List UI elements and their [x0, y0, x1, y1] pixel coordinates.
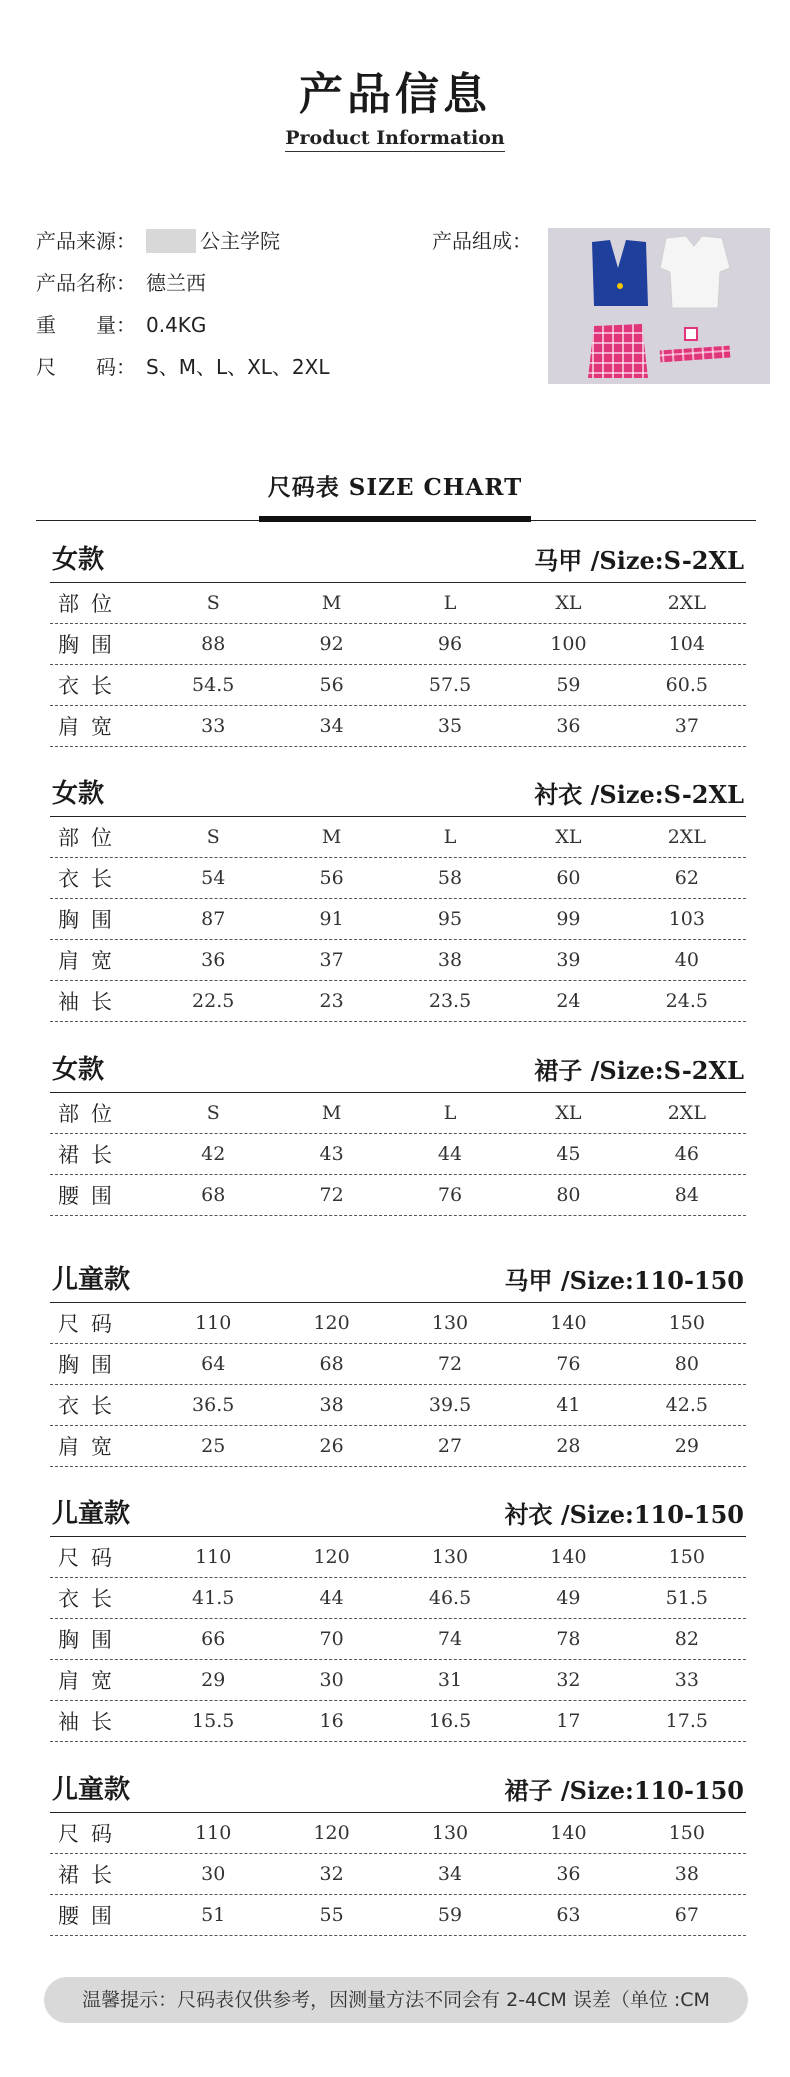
table-cell: 33 — [201, 715, 226, 737]
row-label: 尺码 — [58, 1312, 124, 1336]
section-header — [50, 1048, 746, 1093]
info-weight-label: 重 量： — [36, 313, 136, 337]
table-cell: 88 — [201, 633, 226, 655]
table-cell: 95 — [437, 908, 463, 930]
table-cell: 38 — [319, 1394, 344, 1416]
section-garment-size: 衬衣 /Size:110-150 — [504, 1500, 744, 1529]
section-garment-size: 裙子 /Size:110-150 — [504, 1776, 744, 1805]
table-row — [50, 817, 746, 858]
table-row — [50, 624, 746, 665]
table-cell: 34 — [319, 715, 344, 737]
section-garment-size: 马甲 /Size:S-2XL — [534, 546, 744, 575]
table-cell: 110 — [195, 1546, 232, 1568]
row-label: 胸围 — [58, 1353, 124, 1377]
table-cell: 51 — [201, 1904, 226, 1926]
table-cell: 130 — [431, 1546, 469, 1568]
table-cell: 17.5 — [665, 1710, 708, 1732]
table-cell: 38 — [674, 1863, 699, 1885]
size-section — [50, 538, 746, 747]
table-cell: 54.5 — [192, 674, 235, 696]
table-cell: S — [206, 1102, 220, 1124]
table-row — [50, 1619, 746, 1660]
table-row — [50, 583, 746, 624]
section-garment-size: 衬衣 /Size:S-2XL — [534, 780, 744, 809]
table-cell: 150 — [668, 1822, 705, 1844]
info-name-label: 产品名称： — [36, 271, 136, 295]
table-cell: 44 — [319, 1587, 344, 1609]
table-cell: 72 — [319, 1184, 344, 1206]
table-cell: 68 — [319, 1353, 344, 1375]
table-cell: 36 — [201, 949, 226, 971]
table-cell: 28 — [556, 1435, 581, 1457]
table-cell: 37 — [674, 715, 699, 737]
info-size-row — [36, 352, 330, 394]
info-source-row — [36, 226, 330, 268]
table-cell: XL — [555, 1102, 582, 1124]
table-cell: 22.5 — [192, 990, 235, 1012]
section-header — [50, 1768, 746, 1813]
table-cell: 34 — [437, 1863, 463, 1885]
row-label: 肩宽 — [58, 1435, 124, 1459]
table-cell: 44 — [437, 1143, 463, 1165]
info-size-value: S、M、L、XL、2XL — [146, 355, 330, 379]
table-row — [50, 1854, 746, 1895]
row-label: 部位 — [58, 826, 124, 850]
row-label: 袖长 — [58, 1710, 124, 1734]
row-label: 衣长 — [58, 867, 124, 891]
table-cell: 32 — [319, 1863, 344, 1885]
table-cell: 72 — [437, 1353, 463, 1375]
table-cell: 29 — [674, 1435, 699, 1457]
section-garment-size: 裙子 /Size:S-2XL — [534, 1056, 744, 1085]
info-size-label: 尺 码： — [36, 355, 136, 379]
table-cell: 140 — [550, 1822, 587, 1844]
section-garment-size: 马甲 /Size:110-150 — [504, 1266, 744, 1295]
table-cell: 68 — [201, 1184, 226, 1206]
table-cell: 120 — [313, 1822, 350, 1844]
product-info-list — [36, 226, 330, 394]
table-cell: 87 — [201, 908, 226, 930]
section-header — [50, 538, 746, 583]
table-cell: 78 — [556, 1628, 581, 1650]
size-section — [50, 1258, 746, 1467]
product-illustration — [548, 228, 770, 384]
table-cell: 91 — [319, 908, 344, 930]
table-cell: 25 — [201, 1435, 226, 1457]
table-cell: 31 — [437, 1669, 463, 1691]
table-cell: 74 — [437, 1628, 463, 1650]
row-label: 裙长 — [58, 1143, 124, 1167]
table-cell: 92 — [319, 633, 344, 655]
table-row — [50, 981, 746, 1022]
table-cell: 35 — [437, 715, 463, 737]
table-cell: 36 — [556, 1863, 581, 1885]
info-source-value: 公主学院 — [200, 229, 280, 253]
page-subtitle-text: Product Information — [285, 127, 504, 152]
table-cell: 36.5 — [192, 1394, 235, 1416]
table-row — [50, 1303, 746, 1344]
table-cell: 39.5 — [428, 1394, 472, 1416]
table-cell: 96 — [437, 633, 463, 655]
table-cell: 41 — [556, 1394, 581, 1416]
table-cell: 33 — [674, 1669, 699, 1691]
table-cell: 42 — [201, 1143, 226, 1165]
table-cell: 23.5 — [428, 990, 472, 1012]
table-row — [50, 706, 746, 747]
table-cell: L — [443, 1102, 457, 1124]
table-cell: 60.5 — [665, 674, 708, 696]
info-source-label: 产品来源： — [36, 229, 136, 253]
table-cell: 43 — [319, 1143, 344, 1165]
badge-shape — [685, 328, 697, 340]
size-chart-rule-bar — [259, 516, 531, 522]
composition-label: 产品组成： — [432, 229, 532, 253]
table-cell: 58 — [437, 867, 463, 889]
table-cell: 59 — [556, 674, 581, 696]
measurement-tip: 温馨提示：尺码表仅供参考，因测量方法不同会有 2-4CM 误差（单位 :CM — [44, 1977, 748, 2023]
table-cell: 64 — [201, 1353, 226, 1375]
table-cell: 99 — [556, 908, 581, 930]
table-cell: 30 — [319, 1669, 344, 1691]
size-section — [50, 1768, 746, 1936]
table-cell: 2XL — [667, 1102, 706, 1124]
table-cell: 59 — [437, 1904, 463, 1926]
table-row — [50, 858, 746, 899]
table-cell: 54 — [201, 867, 226, 889]
page-title: 产品信息 — [299, 69, 491, 120]
row-label: 腰围 — [58, 1184, 124, 1208]
section-category: 女款 — [52, 779, 105, 809]
table-cell: 30 — [201, 1863, 226, 1885]
row-label: 尺码 — [58, 1546, 124, 1570]
table-row — [50, 899, 746, 940]
table-cell: 40 — [674, 949, 699, 971]
table-cell: 130 — [431, 1822, 469, 1844]
table-cell: 29 — [201, 1669, 226, 1691]
table-cell: 24 — [556, 990, 581, 1012]
table-cell: 84 — [674, 1184, 699, 1206]
table-cell: 56 — [319, 867, 344, 889]
table-row — [50, 1385, 746, 1426]
size-chart-title: 尺码表 SIZE CHART — [267, 474, 523, 501]
table-cell: 15.5 — [192, 1710, 235, 1732]
row-label: 衣长 — [58, 1587, 124, 1611]
row-label: 腰围 — [58, 1904, 124, 1928]
table-cell: XL — [555, 592, 582, 614]
row-label: 肩宽 — [58, 715, 124, 739]
section-header — [50, 1258, 746, 1303]
table-row — [50, 1426, 746, 1467]
table-row — [50, 1344, 746, 1385]
table-cell: 100 — [550, 633, 587, 655]
table-cell: 56 — [319, 674, 344, 696]
table-cell: 80 — [674, 1353, 699, 1375]
table-cell: 70 — [319, 1628, 344, 1650]
table-cell: 57.5 — [428, 674, 472, 696]
blurred-text-box — [146, 229, 196, 253]
table-cell: 37 — [319, 949, 344, 971]
table-cell: L — [443, 826, 457, 848]
table-cell: 38 — [437, 949, 463, 971]
info-name-row — [36, 268, 330, 310]
table-cell: 120 — [313, 1312, 350, 1334]
table-cell: 17 — [556, 1710, 581, 1732]
row-label: 裙长 — [58, 1863, 124, 1887]
table-cell: 16 — [319, 1710, 344, 1732]
table-cell: 2XL — [667, 826, 706, 848]
table-cell: 46 — [674, 1143, 699, 1165]
vest-button — [617, 283, 623, 289]
table-row — [50, 665, 746, 706]
table-cell: 46.5 — [428, 1587, 472, 1609]
table-cell: 150 — [668, 1546, 705, 1568]
table-cell: 36 — [556, 715, 581, 737]
row-label: 肩宽 — [58, 1669, 124, 1693]
table-cell: 67 — [674, 1904, 699, 1926]
row-label: 衣长 — [58, 1394, 124, 1418]
table-cell: 140 — [550, 1546, 587, 1568]
section-header — [50, 1492, 746, 1537]
table-cell: 42.5 — [665, 1394, 708, 1416]
row-label: 胸围 — [58, 1628, 124, 1652]
table-cell: 45 — [556, 1143, 581, 1165]
row-label: 胸围 — [58, 908, 124, 932]
info-name-value: 德兰西 — [146, 271, 206, 295]
table-cell: 140 — [550, 1312, 587, 1334]
table-cell: S — [206, 592, 220, 614]
table-row — [50, 1660, 746, 1701]
table-row — [50, 1701, 746, 1742]
row-label: 胸围 — [58, 633, 124, 657]
page-subtitle — [0, 127, 790, 149]
table-cell: 51.5 — [665, 1587, 708, 1609]
table-cell: 80 — [556, 1184, 581, 1206]
size-section — [50, 772, 746, 1022]
row-label: 尺码 — [58, 1822, 124, 1846]
table-cell: L — [443, 592, 457, 614]
row-label: 衣长 — [58, 674, 124, 698]
table-cell: 120 — [313, 1546, 350, 1568]
size-section — [50, 1048, 746, 1216]
row-label: 部位 — [58, 1102, 124, 1126]
table-cell: 60 — [556, 867, 581, 889]
row-label: 肩宽 — [58, 949, 124, 973]
table-cell: 26 — [319, 1435, 344, 1457]
section-category: 儿童款 — [52, 1775, 131, 1805]
table-cell: 66 — [201, 1628, 226, 1650]
table-cell: 2XL — [667, 592, 706, 614]
table-cell: 76 — [437, 1184, 463, 1206]
photo-background — [548, 228, 770, 384]
table-cell: 150 — [668, 1312, 705, 1334]
table-row — [50, 1895, 746, 1936]
table-cell: 32 — [556, 1669, 581, 1691]
row-label: 袖长 — [58, 990, 124, 1014]
table-cell: 104 — [668, 633, 705, 655]
table-cell: 27 — [437, 1435, 463, 1457]
size-section — [50, 1492, 746, 1742]
table-row — [50, 1578, 746, 1619]
table-cell: XL — [555, 826, 582, 848]
table-cell: 110 — [195, 1312, 232, 1334]
table-cell: 55 — [319, 1904, 344, 1926]
table-cell: 130 — [431, 1312, 469, 1334]
section-category: 女款 — [52, 545, 105, 575]
table-cell: 63 — [556, 1904, 581, 1926]
table-cell: 16.5 — [428, 1710, 472, 1732]
section-header — [50, 772, 746, 817]
table-cell: 23 — [319, 990, 344, 1012]
table-row — [50, 940, 746, 981]
table-cell: 62 — [674, 867, 699, 889]
section-category: 女款 — [52, 1055, 105, 1085]
table-cell: 76 — [556, 1353, 581, 1375]
table-row — [50, 1093, 746, 1134]
table-cell: 41.5 — [192, 1587, 235, 1609]
table-row — [50, 1537, 746, 1578]
table-cell: 103 — [668, 908, 705, 930]
info-weight-value: 0.4KG — [146, 313, 207, 337]
section-category: 儿童款 — [52, 1265, 131, 1295]
product-photo — [548, 228, 770, 384]
table-cell: M — [321, 592, 342, 614]
table-cell: M — [321, 1102, 342, 1124]
table-row — [50, 1134, 746, 1175]
table-cell: M — [321, 826, 342, 848]
skirt-shape — [588, 324, 648, 378]
section-category: 儿童款 — [52, 1499, 131, 1529]
info-weight-row — [36, 310, 330, 352]
table-row — [50, 1175, 746, 1216]
table-cell: S — [206, 826, 220, 848]
table-cell: 110 — [195, 1822, 232, 1844]
table-cell: 39 — [556, 949, 581, 971]
table-cell: 82 — [674, 1628, 699, 1650]
table-row — [50, 1813, 746, 1854]
table-cell: 24.5 — [665, 990, 708, 1012]
row-label: 部位 — [58, 592, 124, 616]
table-cell: 49 — [556, 1587, 581, 1609]
